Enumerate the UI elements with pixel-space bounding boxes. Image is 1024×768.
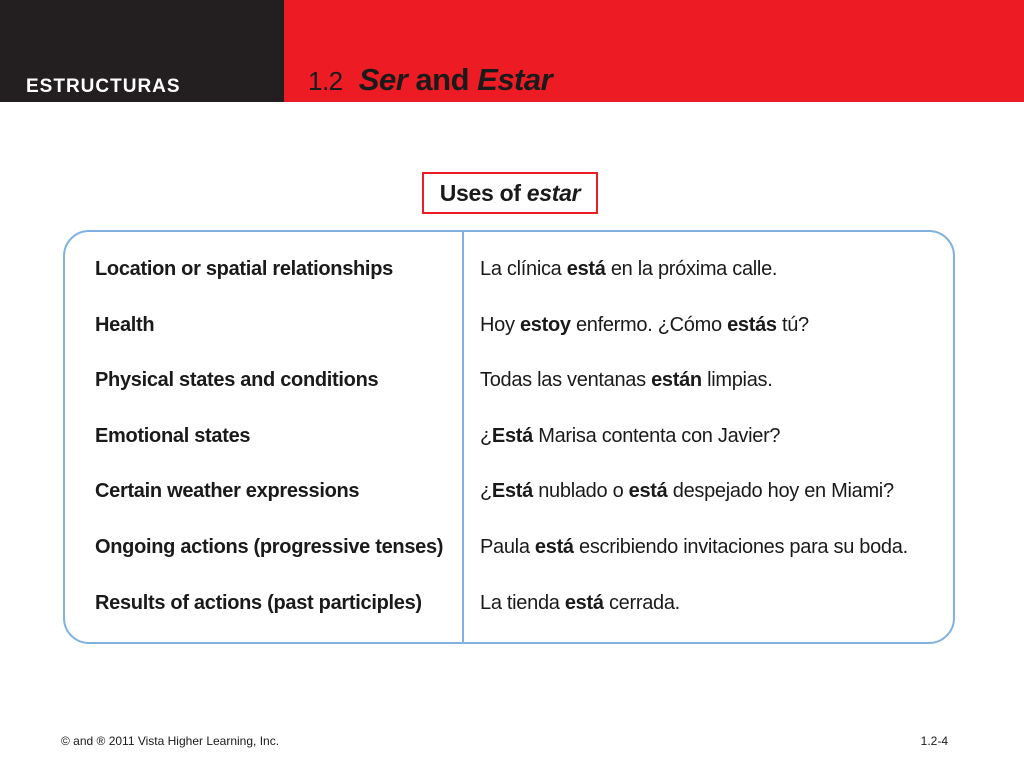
example-sentence (480, 314, 940, 337)
use-label: Certain weather expressions (95, 480, 360, 503)
example-text: despejado hoy en Miami? (667, 480, 894, 503)
estar-form: Está (491, 480, 533, 503)
example-text: Marisa contenta con Javier? (532, 424, 781, 447)
table-row (0, 592, 1024, 632)
copyright-notice: © and ® 2011 Vista Higher Learning, Inc. (61, 734, 280, 748)
title-estar: Estar (477, 62, 553, 97)
table-row (0, 480, 1024, 520)
use-label: Location or spatial relationships (95, 258, 393, 280)
example-text: limpias. (701, 369, 773, 392)
example-text: en la próxima calle. (605, 258, 778, 280)
example-sentence (480, 425, 940, 448)
example-text: tú? (776, 313, 809, 336)
estar-form: está (534, 536, 574, 558)
use-label: Emotional states (95, 424, 251, 447)
example-text: Hoy (480, 313, 520, 336)
title-ser: Ser (358, 62, 408, 97)
subtitle-prefix: Uses of (439, 179, 521, 206)
subtitle-emphasis: estar (526, 179, 581, 206)
estar-form: está (566, 258, 606, 280)
estar-form: están (651, 369, 702, 392)
use-label: Ongoing actions (progressive tenses) (95, 536, 444, 558)
title-and: and (415, 62, 470, 97)
estar-form: está (628, 480, 668, 503)
example-text: cerrada. (603, 591, 680, 614)
example-text: La tienda (480, 591, 565, 614)
example-sentence (480, 536, 940, 559)
title-number: 1.2 (308, 66, 343, 96)
header-section-band (0, 0, 284, 102)
example-sentence (480, 480, 940, 503)
section-label: ESTRUCTURAS (26, 76, 181, 97)
estar-form: está (564, 591, 604, 614)
table-row (0, 369, 1024, 409)
use-label: Results of actions (past participles) (95, 591, 422, 614)
example-text: ¿ (480, 480, 492, 503)
example-text: nublado o (532, 480, 629, 503)
use-label: Physical states and conditions (95, 369, 379, 392)
header-title-band (284, 0, 1024, 102)
estar-form: estás (727, 313, 777, 336)
example-sentence (480, 258, 940, 281)
use-label: Health (95, 313, 155, 336)
table-row (0, 258, 1024, 298)
example-sentence (480, 592, 940, 615)
example-sentence (480, 369, 940, 392)
slide-number: 1.2-4 (920, 734, 948, 748)
example-text: La clínica (480, 258, 567, 280)
example-text: enfermo. ¿Cómo (570, 313, 728, 336)
example-text: escribiendo invitaciones para su boda. (573, 536, 908, 558)
example-text: ¿ (480, 424, 492, 447)
example-text: Paula (480, 536, 535, 558)
estar-form: Está (491, 424, 533, 447)
table-row (0, 425, 1024, 465)
slide-title (308, 62, 552, 98)
table-row (0, 314, 1024, 354)
subtitle-box (422, 172, 598, 214)
table-row (0, 536, 1024, 576)
example-text: Todas las ventanas (480, 369, 652, 392)
estar-form: estoy (519, 313, 571, 336)
